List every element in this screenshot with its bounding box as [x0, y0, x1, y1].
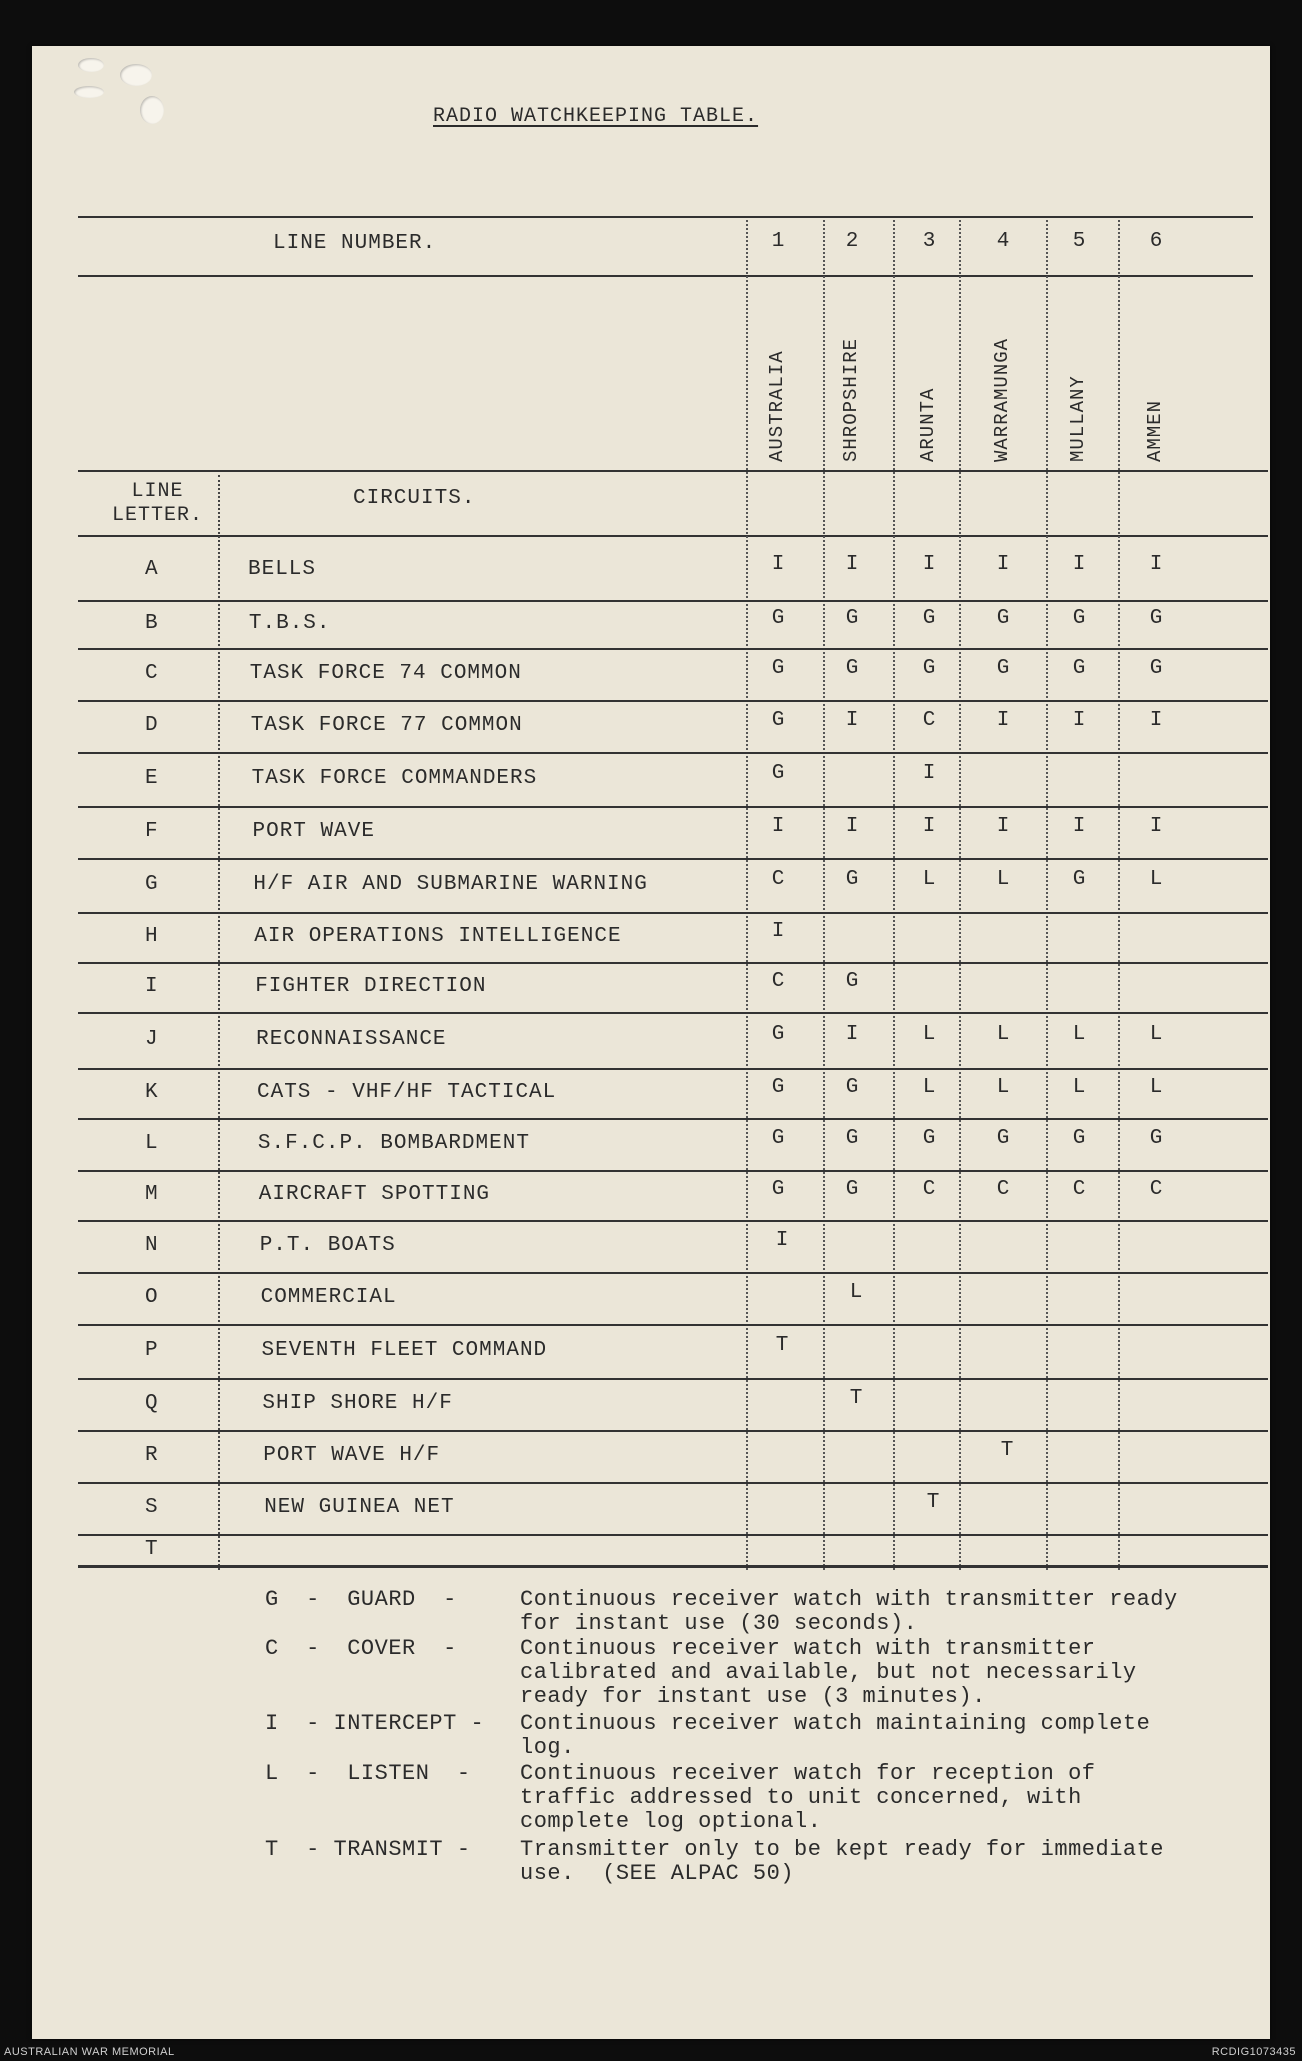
- watch-code: I: [1149, 553, 1163, 576]
- column-divider: [823, 220, 825, 1570]
- watch-code: G: [771, 607, 785, 630]
- watch-code: L: [922, 868, 936, 891]
- watch-code: I: [996, 815, 1010, 838]
- column-divider: [1046, 220, 1048, 1570]
- watch-code: I: [922, 762, 936, 785]
- row-rule: [78, 600, 1268, 602]
- circuit-name: AIRCRAFT SPOTTING: [258, 1183, 491, 1206]
- ship-name: AUSTRALIA: [766, 350, 788, 462]
- row-rule: [78, 1118, 1268, 1120]
- watch-code: G: [845, 868, 859, 891]
- watch-code: I: [996, 709, 1010, 732]
- watch-code: I: [845, 815, 859, 838]
- line-letter: B: [145, 612, 159, 635]
- row-rule: [78, 858, 1268, 860]
- watch-code: I: [1149, 709, 1163, 732]
- watch-code: L: [996, 1076, 1010, 1099]
- watch-code: G: [845, 607, 859, 630]
- watch-code: G: [845, 970, 859, 993]
- watch-code: I: [996, 553, 1010, 576]
- watch-code: C: [1149, 1178, 1163, 1201]
- row-rule: [78, 912, 1268, 914]
- watch-code: I: [775, 1229, 789, 1252]
- watch-code: G: [996, 657, 1010, 680]
- circuit-name: TASK FORCE 74 COMMON: [249, 662, 522, 685]
- line-letter: L: [145, 1132, 159, 1155]
- legend-key: G - GUARD -: [265, 1587, 457, 1612]
- circuit-name: SEVENTH FLEET COMMAND: [261, 1339, 548, 1362]
- watch-code: L: [1149, 1023, 1163, 1046]
- watch-code: G: [771, 1076, 785, 1099]
- header-rule: [78, 470, 1268, 472]
- line-letter: S: [145, 1496, 159, 1519]
- watch-code: T: [775, 1334, 789, 1357]
- row-rule: [78, 1482, 1268, 1484]
- line-number: 4: [996, 230, 1010, 253]
- watch-code: C: [996, 1178, 1010, 1201]
- watch-code: I: [1149, 815, 1163, 838]
- circuits-label: CIRCUITS.: [353, 487, 476, 510]
- watch-code: G: [845, 1127, 859, 1150]
- legend-key: T - TRANSMIT -: [265, 1837, 471, 1862]
- watch-code: L: [922, 1023, 936, 1046]
- header-rule: [78, 535, 1268, 537]
- row-rule: [78, 1565, 1268, 1568]
- watch-code: G: [1072, 1127, 1086, 1150]
- row-rule: [78, 1272, 1268, 1274]
- legend-description: Continuous receiver watch with transmitter calibrated and available, but not necessarily ready for instant use (3 minutes).: [520, 1636, 1137, 1709]
- ship-name: MULLANY: [1067, 375, 1089, 462]
- line-letter: N: [145, 1234, 159, 1257]
- legend-key: I - INTERCEPT -: [265, 1711, 485, 1736]
- circuit-name: TASK FORCE COMMANDERS: [251, 767, 538, 790]
- watch-code: I: [845, 709, 859, 732]
- row-rule: [78, 1068, 1268, 1070]
- line-letter: M: [145, 1183, 159, 1206]
- legend-description: Transmitter only to be kept ready for immediate use. (SEE ALPAC 50): [520, 1837, 1165, 1886]
- line-letter: A: [145, 558, 159, 581]
- line-letter: I: [145, 975, 159, 998]
- circuit-name: TASK FORCE 77 COMMON: [250, 714, 523, 737]
- circuit-name: RECONNAISSANCE: [256, 1028, 447, 1051]
- watch-code: G: [1072, 607, 1086, 630]
- circuit-name: T.B.S.: [248, 612, 331, 635]
- watch-code: L: [1149, 1076, 1163, 1099]
- watch-code: G: [1072, 868, 1086, 891]
- watch-code: G: [771, 1178, 785, 1201]
- circuit-name: PORT WAVE H/F: [263, 1444, 441, 1467]
- line-number: 3: [922, 230, 936, 253]
- legend-description: Continuous receiver watch maintaining complete log.: [520, 1711, 1151, 1760]
- line-letter: G: [145, 873, 159, 896]
- watch-code: I: [922, 553, 936, 576]
- watch-code: G: [996, 607, 1010, 630]
- circuit-name: BELLS: [248, 558, 317, 581]
- watch-code: I: [1072, 815, 1086, 838]
- legend-key: L - LISTEN -: [265, 1761, 471, 1786]
- punch-hole: [140, 96, 164, 124]
- watch-code: I: [1072, 709, 1086, 732]
- watch-code: G: [845, 1076, 859, 1099]
- circuit-name: SHIP SHORE H/F: [262, 1392, 453, 1415]
- watch-code: G: [922, 1127, 936, 1150]
- page-title: RADIO WATCHKEEPING TABLE.: [433, 105, 759, 128]
- watch-code: C: [771, 868, 785, 891]
- watch-code: C: [771, 970, 785, 993]
- line-letter: T: [145, 1537, 159, 1561]
- watch-code: I: [1072, 553, 1086, 576]
- line-letter: H: [145, 925, 159, 948]
- watch-code: L: [1072, 1023, 1086, 1046]
- ship-name: SHROPSHIRE: [840, 337, 862, 462]
- watch-code: L: [996, 868, 1010, 891]
- line-number: 5: [1072, 230, 1086, 253]
- punch-hole: [120, 64, 152, 86]
- circuit-name: P.T. BOATS: [259, 1234, 396, 1257]
- circuit-name: CATS - VHF/HF TACTICAL: [257, 1081, 557, 1104]
- circuit-name: NEW GUINEA NET: [264, 1496, 455, 1519]
- watch-code: C: [922, 709, 936, 732]
- watch-code: G: [771, 709, 785, 732]
- line-letter: J: [145, 1028, 159, 1051]
- row-rule: [78, 1012, 1268, 1014]
- line-number: 6: [1149, 230, 1163, 253]
- watch-code: T: [1000, 1439, 1014, 1462]
- row-rule: [78, 806, 1268, 808]
- ship-name: ARUNTA: [917, 387, 939, 462]
- watch-code: L: [849, 1281, 863, 1304]
- watch-code: I: [771, 553, 785, 576]
- legend-description: Continuous receiver watch with transmitter ready for instant use (30 seconds).: [520, 1587, 1178, 1636]
- row-rule: [78, 962, 1268, 964]
- letter-divider: [218, 475, 220, 1570]
- footer-record-id: RCDIG1073435: [1211, 2046, 1296, 2058]
- watch-code: G: [845, 1178, 859, 1201]
- watch-code: G: [771, 1127, 785, 1150]
- punch-hole: [74, 86, 104, 98]
- line-letter: R: [145, 1444, 159, 1467]
- column-divider: [959, 220, 961, 1570]
- circuit-name: PORT WAVE: [252, 820, 375, 843]
- column-divider: [1118, 220, 1120, 1570]
- row-rule: [78, 1378, 1268, 1380]
- watch-code: G: [1149, 657, 1163, 680]
- header-rule: [78, 275, 1253, 277]
- ship-name: AMMEN: [1144, 399, 1166, 462]
- watch-code: G: [1149, 1127, 1163, 1150]
- watch-code: G: [771, 1023, 785, 1046]
- line-letter: Q: [145, 1392, 159, 1415]
- watch-code: G: [996, 1127, 1010, 1150]
- watch-code: I: [922, 815, 936, 838]
- row-rule: [78, 1170, 1268, 1172]
- watch-code: C: [922, 1178, 936, 1201]
- row-rule: [78, 648, 1268, 650]
- watch-code: I: [845, 1023, 859, 1046]
- watch-code: G: [922, 657, 936, 680]
- line-letter: C: [145, 662, 159, 685]
- watch-code: I: [771, 920, 785, 943]
- circuit-name: H/F AIR AND SUBMARINE WARNING: [253, 873, 648, 896]
- line-letter: F: [145, 820, 159, 843]
- line-letter: P: [145, 1339, 159, 1362]
- watch-code: L: [1149, 868, 1163, 891]
- watch-code: C: [1072, 1178, 1086, 1201]
- row-rule: [78, 700, 1268, 702]
- line-number-label: LINE NUMBER.: [273, 232, 437, 255]
- watch-code: I: [845, 553, 859, 576]
- circuit-name: S.F.C.P. BOMBARDMENT: [257, 1132, 530, 1155]
- line-letter: D: [145, 714, 159, 737]
- watch-code: L: [1072, 1076, 1086, 1099]
- watch-code: G: [771, 657, 785, 680]
- circuit-name: AIR OPERATIONS INTELLIGENCE: [254, 925, 622, 948]
- punch-hole: [78, 58, 104, 72]
- ship-name: WARRAMUNGA: [991, 337, 1013, 462]
- watch-code: L: [922, 1076, 936, 1099]
- line-letter: K: [145, 1081, 159, 1104]
- watch-code: T: [926, 1491, 940, 1514]
- column-divider: [746, 220, 748, 1570]
- circuit-name: COMMERCIAL: [260, 1286, 397, 1309]
- watch-code: G: [922, 607, 936, 630]
- watch-code: I: [771, 815, 785, 838]
- watch-code: T: [849, 1387, 863, 1410]
- legend-description: Continuous receiver watch for reception of traffic addressed to unit concerned, with complete log optional.: [520, 1761, 1096, 1834]
- row-rule: [78, 752, 1268, 754]
- watch-code: G: [845, 657, 859, 680]
- line-letter-label: LINE LETTER.: [112, 480, 204, 527]
- watch-code: G: [1149, 607, 1163, 630]
- line-number: 1: [771, 230, 785, 253]
- header-rule: [78, 216, 1253, 218]
- watch-code: L: [996, 1023, 1010, 1046]
- line-letter: E: [145, 767, 159, 790]
- watch-code: G: [1072, 657, 1086, 680]
- row-rule: [78, 1220, 1268, 1222]
- line-letter: O: [145, 1286, 159, 1309]
- row-rule: [78, 1430, 1268, 1432]
- row-rule: [78, 1324, 1268, 1326]
- circuit-name: FIGHTER DIRECTION: [255, 975, 487, 998]
- footer-archive-label: AUSTRALIAN WAR MEMORIAL: [4, 2046, 175, 2058]
- legend-key: C - COVER -: [265, 1636, 457, 1661]
- column-divider: [893, 220, 895, 1570]
- line-number: 2: [845, 230, 859, 253]
- watch-code: G: [771, 762, 785, 785]
- row-rule: [78, 1534, 1268, 1536]
